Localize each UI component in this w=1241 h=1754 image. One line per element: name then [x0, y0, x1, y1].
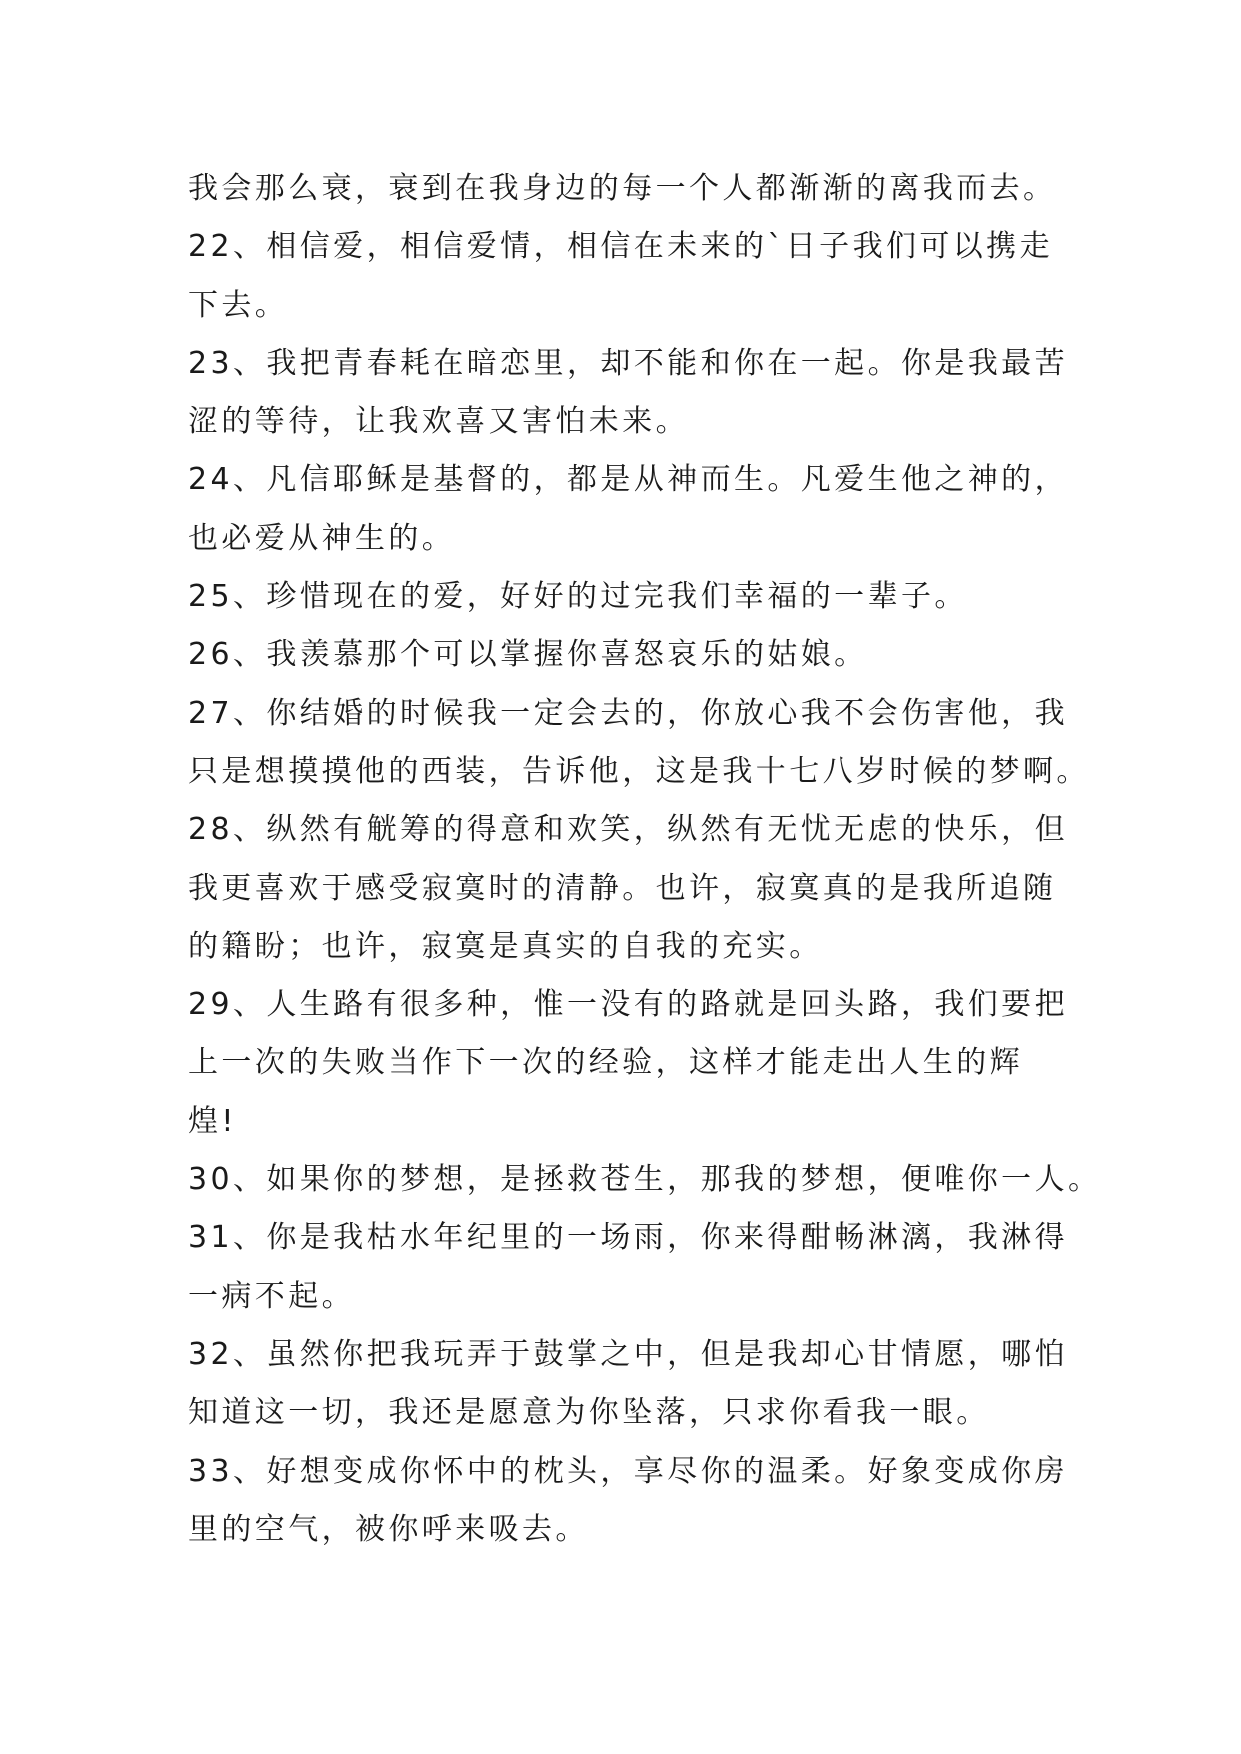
text-line: 也必爱从神生的。: [188, 520, 456, 556]
document-body: [188, 160, 1102, 1559]
text-line: 只是想摸摸他的西装，告诉他，这是我十七八岁时候的梦啊。: [188, 753, 1090, 789]
text-line: 23、我把青春耗在暗恋里，却不能和你在一起。你是我最苦: [188, 345, 1068, 381]
text-line: 32、虽然你把我玩弄于鼓掌之中，但是我却心甘情愿，哪怕: [188, 1336, 1068, 1372]
text-line: 28、纵然有觥筹的得意和欢笑，纵然有无忧无虑的快乐，但: [188, 812, 1068, 848]
text-line: 下去。: [188, 287, 289, 323]
text-line: 的籍盼；也许，寂寞是真实的自我的充实。: [188, 928, 823, 964]
text-line: 上一次的失败当作下一次的经验，这样才能走出人生的辉: [188, 1045, 1023, 1081]
text-line: 31、你是我枯水年纪里的一场雨，你来得酣畅淋漓，我淋得: [188, 1220, 1068, 1256]
text-line: 我更喜欢于感受寂寞时的清静。也许，寂寞真的是我所追随: [188, 870, 1057, 906]
text-line: 30、如果你的梦想，是拯救苍生，那我的梦想，便唯你一人。: [188, 1162, 1102, 1198]
text-line: 24、凡信耶稣是基督的，都是从神而生。凡爱生他之神的，: [188, 462, 1068, 498]
text-line: 29、人生路有很多种，惟一没有的路就是回头路，我们要把: [188, 987, 1068, 1023]
text-line: 26、我羡慕那个可以掌握你喜怒哀乐的姑娘。: [188, 637, 868, 673]
text-line: 煌!: [188, 1103, 237, 1139]
text-line: 一病不起。: [188, 1278, 355, 1314]
text-line: 22、相信爱，相信爱情，相信在未来的`日子我们可以携走: [188, 229, 1053, 265]
text-line: 我会那么衰，衰到在我身边的每一个人都渐渐的离我而去。: [188, 171, 1057, 206]
text-line: 涩的等待，让我欢喜又害怕未来。: [188, 404, 689, 440]
text-line: 25、珍惜现在的爱，好好的过完我们幸福的一辈子。: [188, 579, 968, 615]
text-line: 知道这一切，我还是愿意为你坠落，只求你看我一眼。: [188, 1395, 990, 1431]
text-line: 33、好想变成你怀中的枕头，享尽你的温柔。好象变成你房: [188, 1453, 1068, 1489]
text-line: 里的空气，被你呼来吸去。: [188, 1511, 589, 1547]
text-line: 27、你结婚的时候我一定会去的，你放心我不会伤害他，我: [188, 695, 1068, 731]
